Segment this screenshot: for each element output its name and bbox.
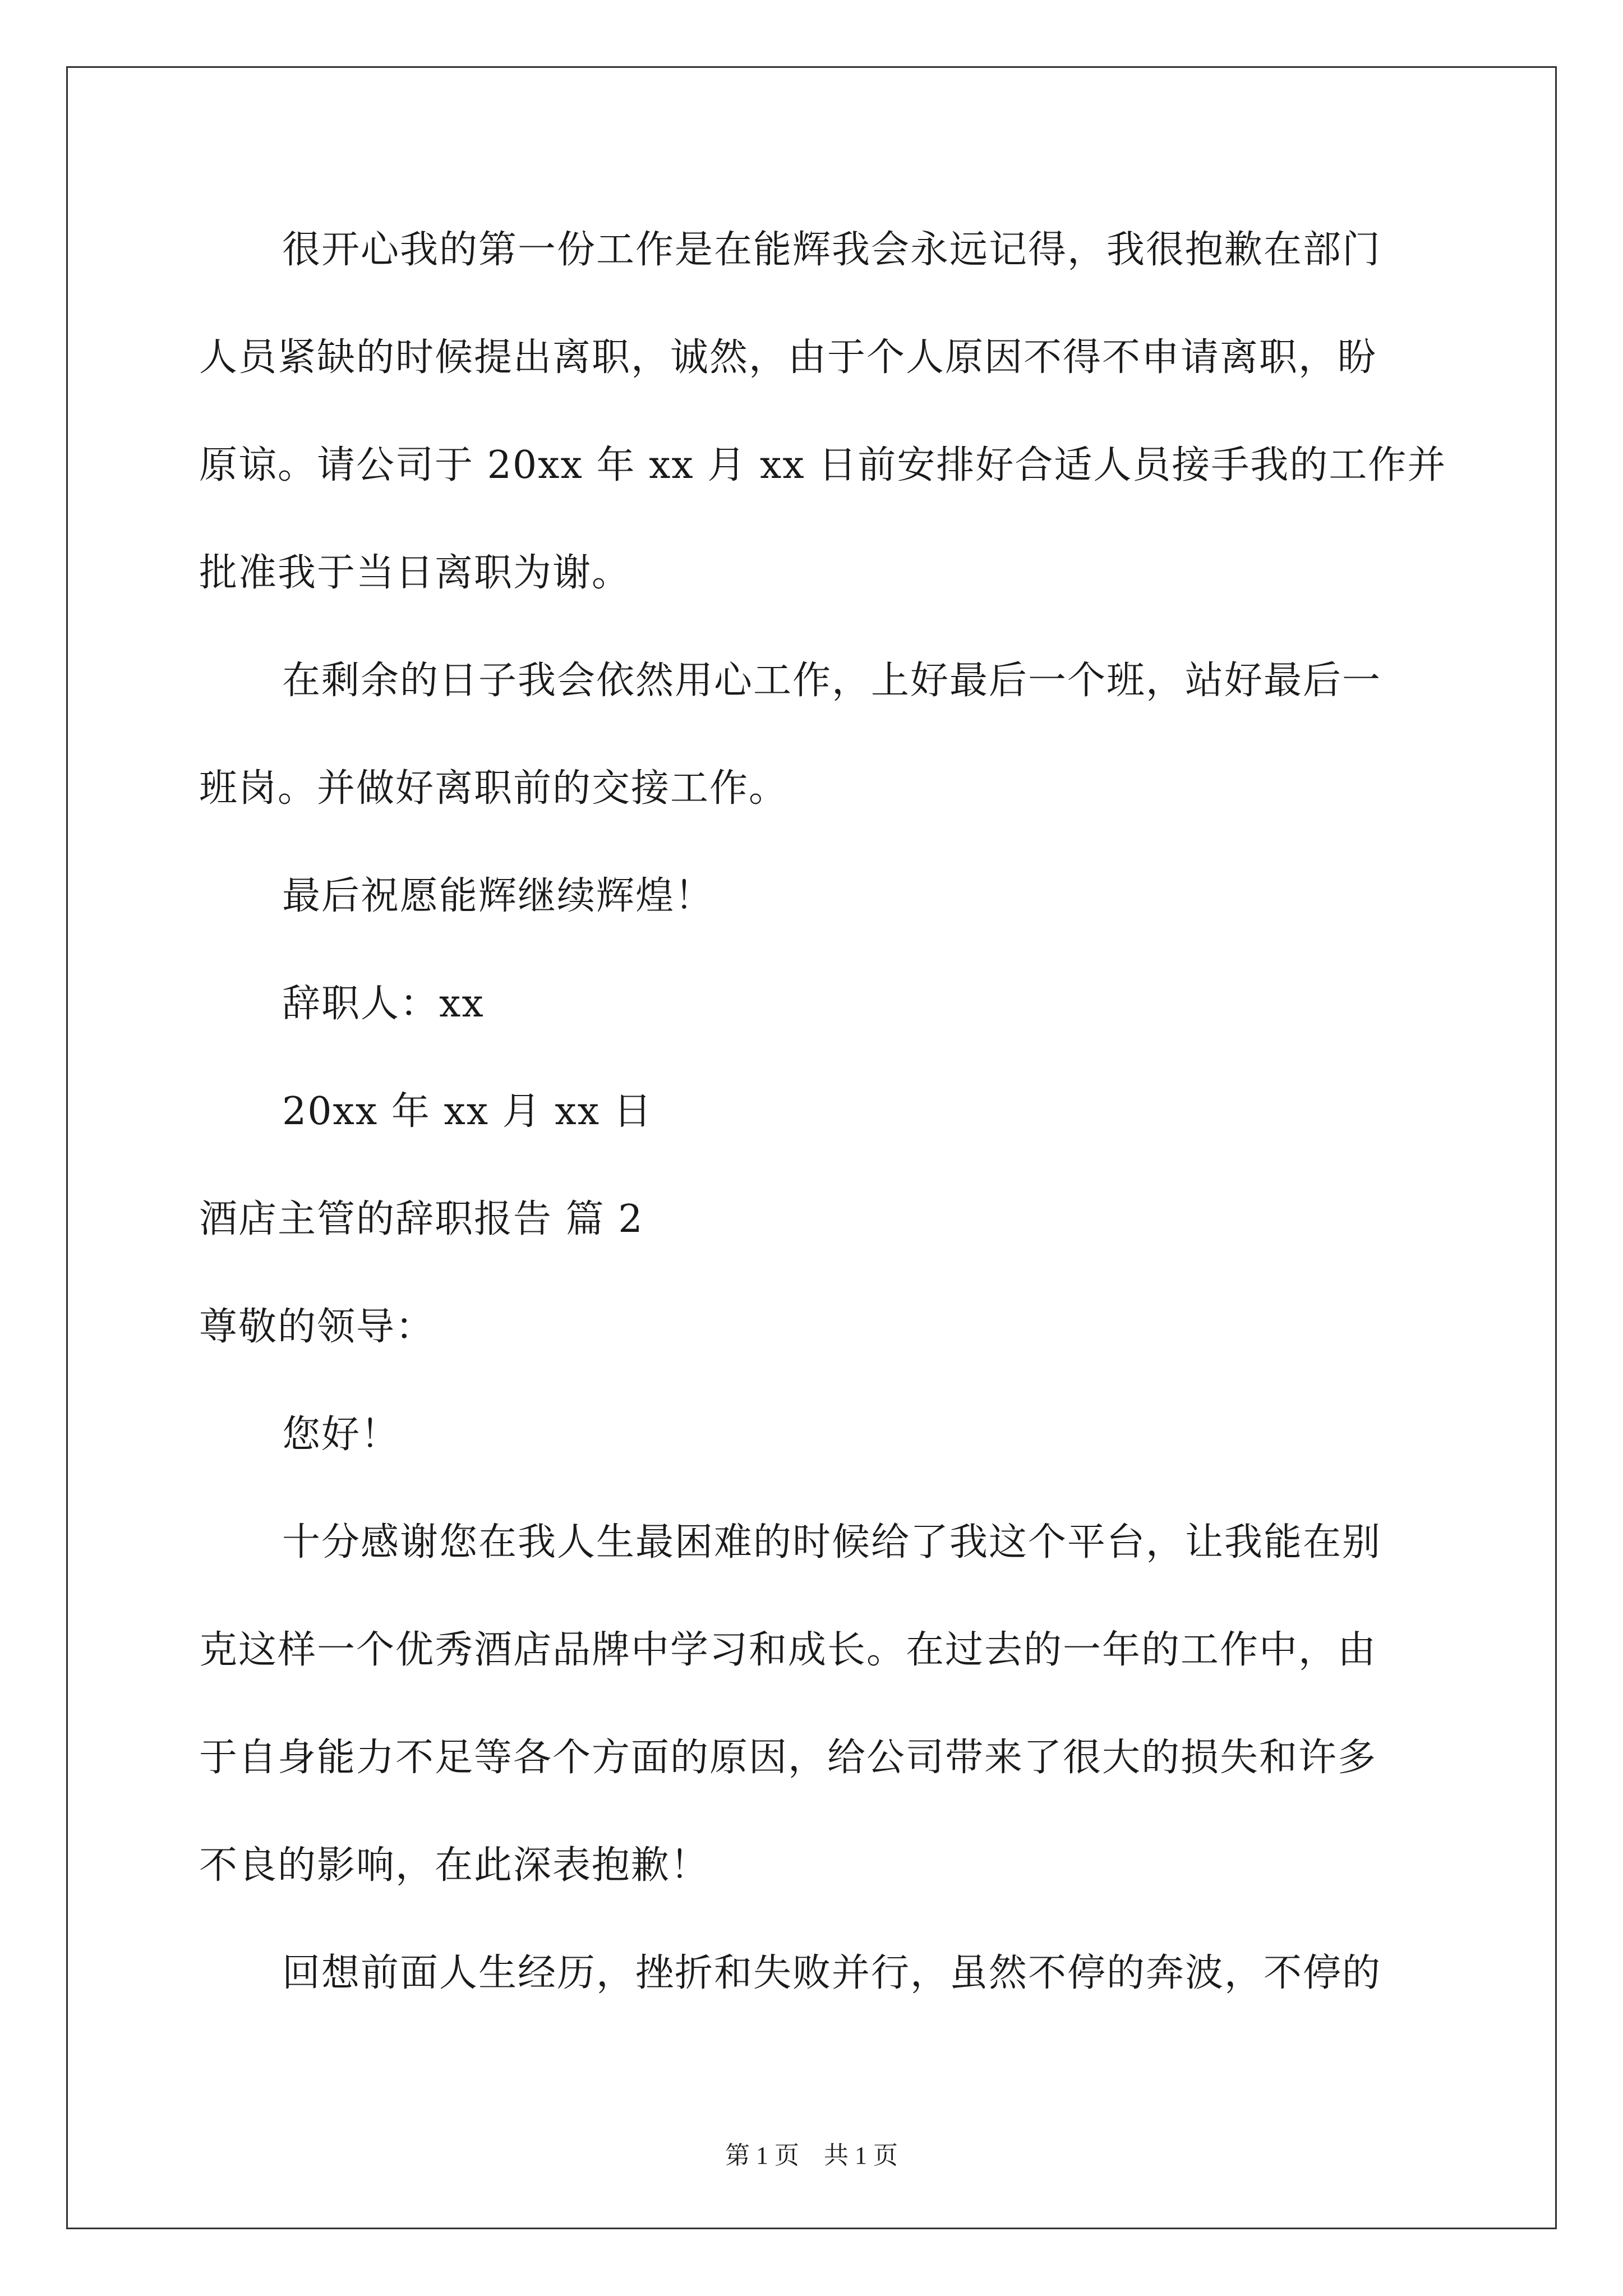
paragraph-line: 很开心我的第一份工作是在能辉我会永远记得，我很抱歉在部门 — [282, 228, 1382, 272]
paragraph-line: 人员紧缺的时候提出离职，诚然，由于个人原因不得不申请离职，盼 — [199, 335, 1377, 380]
closing-wish: 最后祝愿能辉继续辉煌！ — [282, 874, 714, 918]
paragraph-line: 不良的影响，在此深表抱歉！ — [199, 1843, 710, 1888]
page-border — [66, 66, 1557, 2229]
greeting: 您好！ — [282, 1412, 400, 1457]
salutation: 尊敬的领导： — [199, 1305, 435, 1349]
paragraph-line: 回想前面人生经历，挫折和失败并行，虽然不停的奔波，不停的 — [282, 1951, 1382, 1995]
paragraph-line: 原谅。请公司于 20xx 年 xx 月 xx 日前安排好合适人员接手我的工作并 — [199, 443, 1447, 487]
section-title: 酒店主管的辞职报告 篇 2 — [199, 1197, 644, 1241]
paragraph-line: 在剩余的日子我会依然用心工作，上好最后一个班，站好最后一 — [282, 659, 1382, 703]
paragraph-line: 十分感谢您在我人生最困难的时候给了我这个平台，让我能在别 — [282, 1520, 1382, 1565]
paragraph-line: 于自身能力不足等各个方面的原因，给公司带来了很大的损失和许多 — [199, 1736, 1377, 1780]
signature-date: 20xx 年 xx 月 xx 日 — [282, 1089, 653, 1134]
page-footer: 第 1 页 共 1 页 — [725, 2142, 898, 2169]
paragraph-line: 克这样一个优秀酒店品牌中学习和成长。在过去的一年的工作中，由 — [199, 1628, 1377, 1672]
signature-name: 辞职人：xx — [282, 982, 485, 1026]
paragraph-line: 批准我于当日离职为谢。 — [199, 551, 631, 595]
paragraph-line: 班岗。并做好离职前的交接工作。 — [199, 766, 789, 811]
